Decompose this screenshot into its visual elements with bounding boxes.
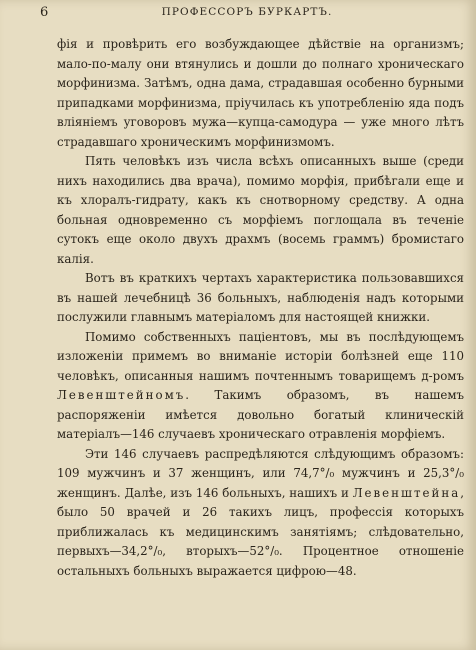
paragraph-2: Пять человѣкъ изъ числа всѣхъ описанныхъ выше (среди нихъ находились два врача), помимо морфія, прибѣгали еще и къ хлоралъ-гидрату, какъ къ снотворному средству. А одна больная одновременно съ морфіемъ поглощала въ теченіе сутокъ еще около двухъ драхмъ (восемь граммъ) бромистаго калія. (57, 154, 464, 266)
running-title: ПРОФЕССОРЪ БУРКАРТЪ. (161, 6, 333, 18)
page-number: 6 (40, 5, 49, 20)
paragraph-4 (57, 328, 464, 445)
author-name-levenstein: Левенштейномъ (57, 388, 186, 402)
running-head (40, 5, 454, 23)
paragraph-5-text-end: , было 50 врачей и 26 такихъ лицъ, профессія которыхъ приближалась къ медицинскимъ занятіямъ; слѣдовательно, первыхъ—34,2°/₀, вторыхъ—52°/₀. Процентное отношеніе остальныхъ больныхъ выражается цифрою—48. (57, 485, 464, 578)
paragraph-1: фія и провѣрить его возбуждающее дѣйствіе на организмъ; мало-по-малу они втянулись и дошли до полнаго хроническаго морфинизма. Затѣмъ, одна дама, страдавшая особенно бурными припадками морфинизма, пріучилась къ употребленію яда подъ вліяніемъ уговоровъ мужа—купца-самодура — уже много лѣтъ страдавшаго хроническимъ морфинизмомъ. (57, 37, 464, 149)
paragraph-3: Вотъ въ краткихъ чертахъ характеристика пользовавшихся въ нашей лечебницѣ 36 больныхъ, наблюденія надъ которыми послужили главнымъ матеріаломъ для настоящей книжки. (57, 271, 464, 324)
paragraph-4-text-end: . Такимъ образомъ, въ нашемъ распоряженіи имѣется довольно богатый клиническій матеріалъ—146 случаевъ хроническаго отравленія морфіемъ. (57, 388, 464, 441)
author-name-levenstein: Левенштейна (352, 485, 461, 500)
paragraph-5-text-start: Эти 146 случаевъ распредѣляются слѣдующимъ образомъ: 109 мужчинъ и 37 женщинъ, или 74,7°/₀ мужчинъ и 25,3°/₀ женщинъ. Далѣе, изъ 146 больныхъ, нашихъ и (57, 446, 464, 500)
paragraph-5 (57, 445, 464, 582)
body-text (57, 35, 464, 581)
paragraph-4-text-start: Помимо собственныхъ паціентовъ, мы въ послѣдующемъ изложеніи примемъ во вниманіе исторіи болѣзней еще 110 человѣкъ, описанныя нашимъ почтеннымъ товарищемъ д-ромъ (57, 329, 464, 383)
